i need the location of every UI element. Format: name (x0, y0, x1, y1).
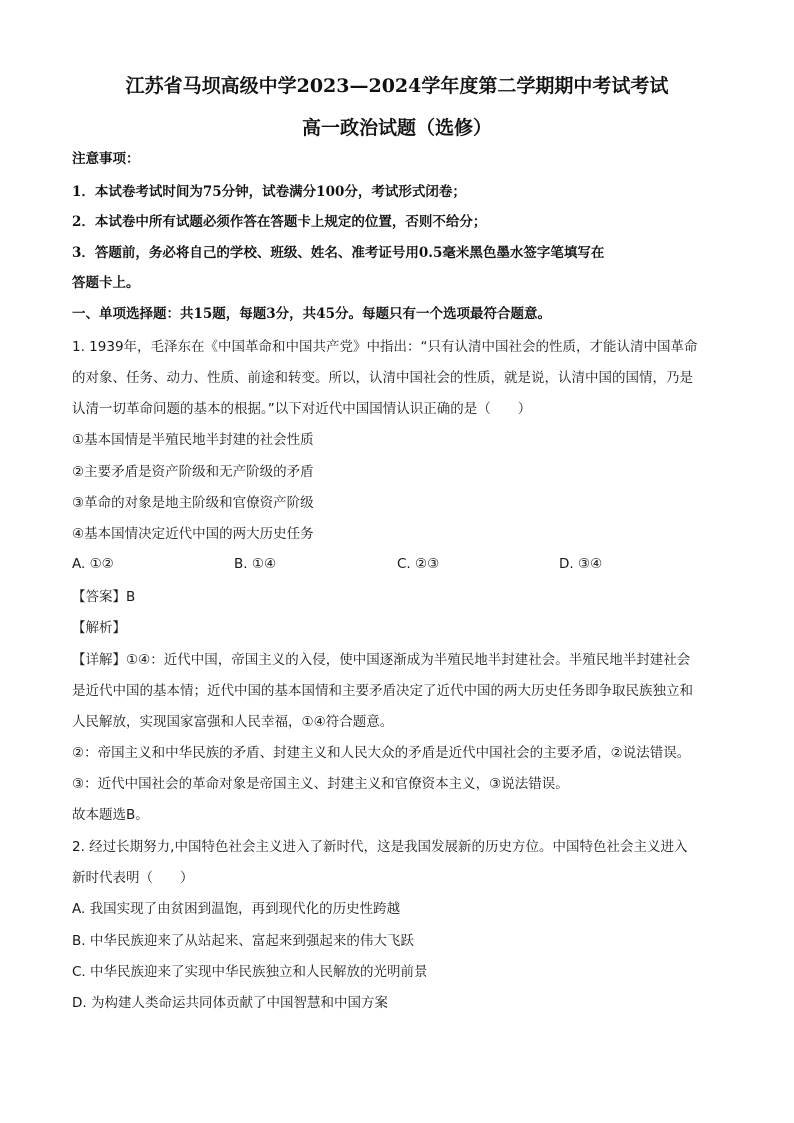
q2-option-b: B. 中华民族迎来了从站起来、富起来到强起来的伟大飞跃 (72, 933, 414, 949)
q1-statement-3: ③革命的对象是地主阶级和官僚资产阶级 (72, 495, 314, 511)
q1-statement-2: ②主要矛盾是资产阶级和无产阶级的矛盾 (72, 464, 314, 480)
q1-explanation-line-4: ②：帝国主义和中华民族的矛盾、封建主义和人民大众的矛盾是近代中国社会的主要矛盾，②说法错误。 (72, 745, 691, 761)
q1-explanation-line-2: 是近代中国的基本情；近代中国的基本国情和主要矛盾决定了近代中国的两大历史任务即争取民族独立和 (72, 683, 693, 699)
q1-option-d: D. ③④ (559, 556, 603, 572)
q1-statement-1: ①基本国情是半殖民地半封建的社会性质 (72, 432, 314, 448)
q1-conclusion: 故本题选B。 (72, 807, 149, 823)
q1-stem-line-2: 的对象、任务、动力、性质、前途和转变。所以，认清中国社会的性质，就是说，认清中国的国情，乃是 (72, 370, 693, 386)
notice-heading: 注意事项： (72, 151, 140, 167)
exam-title-line-2: 高一政治试题（选修） (301, 117, 492, 139)
q1-statement-4: ④基本国情决定近代中国的两大历史任务 (72, 526, 314, 542)
q1-option-a: A. ①② (72, 556, 114, 572)
q1-stem-line-3: 认清一切革命问题的基本的根据。”以下对近代中国国情认识正确的是（ ） (72, 401, 532, 417)
q2-stem-line-1: 2. 经过长期努力,中国特色社会主义进入了新时代，这是我国发展新的历史方位。中国特色社会主义进入 (72, 839, 688, 855)
notice-item-3: 3．答题前，务必将自己的学校、班级、姓名、准考证号用0.5毫米黑色墨水签字笔填写在 (72, 245, 605, 261)
q1-option-c: C. ②③ (397, 556, 440, 572)
notice-item-1: 1．本试卷考试时间为75分钟，试卷满分100分，考试形式闭卷； (72, 184, 466, 200)
q1-option-b: B. ①④ (234, 556, 277, 572)
q2-option-a: A. 我国实现了由贫困到温饱，再到现代化的历史性跨越 (72, 901, 401, 917)
notice-item-2: 2．本试卷中所有试题必须作答在答题卡上规定的位置，否则不给分； (72, 214, 487, 230)
q1-explanation-line-3: 人民解放，实现国家富强和人民幸福，①④符合题意。 (72, 714, 394, 730)
exam-title-line-1: 江苏省马坝高级中学2023—2024学年度第二学期期中考试考试 (125, 75, 669, 97)
section-1-heading: 一、单项选择题：共15题，每题3分，共45分。每题只有一个选项最符合题意。 (72, 306, 551, 322)
q2-option-d: D. 为构建人类命运共同体贡献了中国智慧和中国方案 (72, 995, 388, 1011)
q2-option-c: C. 中华民族迎来了实现中华民族独立和人民解放的光明前景 (72, 964, 428, 980)
q1-stem-line-1: 1. 1939年，毛泽东在《中国革命和中国共产党》中指出：“只有认清中国社会的性质，才能认清中国革命 (72, 339, 698, 355)
q1-explanation-line-5: ③：近代中国社会的革命对象是帝国主义、封建主义和官僚资本主义，③说法错误。 (72, 776, 569, 792)
q2-stem-line-2: 新时代表明（ ） (72, 870, 194, 886)
q1-answer: 【答案】B (72, 589, 136, 605)
notice-item-3-continued: 答题卡上。 (72, 275, 140, 291)
q1-analysis-label: 【解析】 (72, 620, 126, 636)
q1-explanation-line-1: 【详解】①④：近代中国，帝国主义的入侵，使中国逐渐成为半殖民地半封建社会。半殖民地半封建社会 (72, 652, 691, 668)
